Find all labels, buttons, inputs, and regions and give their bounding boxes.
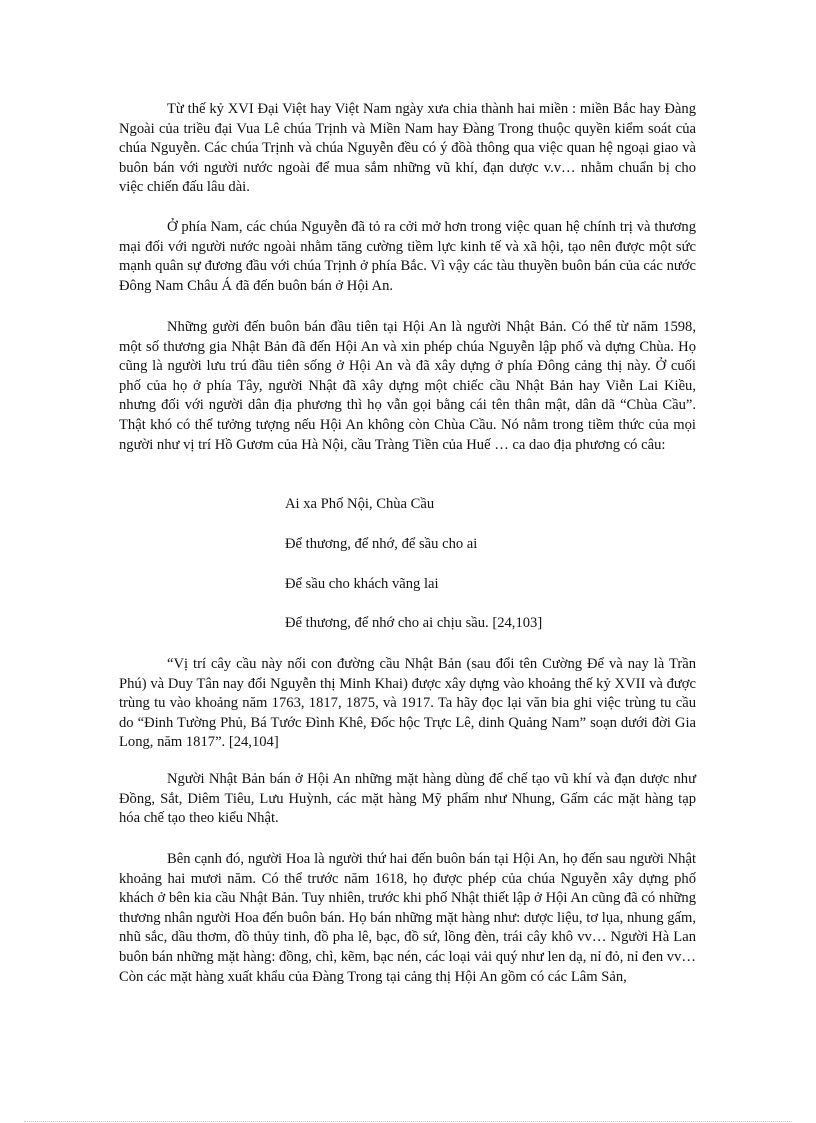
poem-line-4: Để thương, để nhớ cho ai chịu sầu. [24,103] bbox=[285, 615, 543, 631]
page-bottom-divider bbox=[24, 1121, 792, 1122]
paragraph-2-text: Ở phía Nam, các chúa Nguyễn đã tỏ ra cởi mở hơn trong việc quan hệ chính trị và thương mại đối với người nước ngoài nhằm tăng cường tiềm lực kinh tế và xã hội, tạo nên được một sức mạnh quân sự đương đầu với chúa Trịnh ở phía Bắc. Vì vậy các tàu thuyền buôn bán của các nước Đông Nam Châu Á đã đến buôn bán ở Hội An. bbox=[119, 219, 696, 294]
poem-line-3: Để sầu cho khách vãng lai bbox=[285, 576, 439, 592]
paragraph-2 bbox=[119, 218, 696, 296]
poem-line-1: Ai xa Phố Nội, Chùa Cầu bbox=[285, 496, 435, 512]
paragraph-3 bbox=[119, 318, 696, 455]
paragraph-4-text: “Vị trí cây cầu này nối con đường cầu Nhật Bản (sau đổi tên Cường Để và nay là Trần Phú) và Duy Tân nay đổi Nguyễn thị Minh Khai) được xây dựng vào khoảng thế kỷ XVII và được trùng tu vào khoảng năm 1763, 1817, 1875, và 1917. Ta hãy đọc lại văn bia ghi việc trùng tu cầu do “Đinh Tường Phủ, Bá Tước Đình Khê, Đốc hộc Trực Lê, dinh Quảng Nam” soạn dưới đời Gia Long, năm 1817”. [24,104] bbox=[119, 656, 696, 751]
paragraph-3-text: Những gười đến buôn bán đầu tiên tại Hội An là người Nhật Bản. Có thể từ năm 1598, một số thương gia Nhật Bản đã đến Hội An và xin phép chúa Nguyễn lập phố và dựng Chùa. Họ cũng là người lưu trú đầu tiên sống ở Hội An và đã xây dựng ở phía Đông cảng thị này. Ở cuối phố của họ ở phía Tây, người Nhật đã xây dựng một chiếc cầu Nhật Bản hay Viễn Lai Kiều, nhưng đối với người dân địa phương thì họ vẫn gọi bằng cái tên thân mật, dân dã “Chùa Cầu”. Thật khó có thể tưởng tượng nếu Hội An không còn Chùa Cầu. Nó nằm trong tiềm thức của mọi người như vị trí Hồ Gươm của Hà Nội, cầu Tràng Tiền của Huế … ca dao địa phương có câu: bbox=[119, 319, 696, 453]
paragraph-5 bbox=[119, 770, 696, 829]
paragraph-1 bbox=[119, 100, 696, 198]
poem-line-2: Để thương, để nhớ, để sầu cho ai bbox=[285, 536, 478, 552]
paragraph-4 bbox=[119, 655, 696, 753]
paragraph-6 bbox=[119, 850, 696, 987]
paragraph-6-text: Bên cạnh đó, người Hoa là người thứ hai đến buôn bán tại Hội An, họ đến sau người Nhật khoảng hai mươi năm. Có thể trước năm 1618, họ được phép của chúa Nguyễn xây dựng phố khách ở bên kia cầu Nhật Bản. Tuy nhiên, trước khi phố Nhật thiết lập ở Hội An cũng đã có những thương nhân người Hoa đến buôn bán. Họ bán những mặt hàng như: dược liệu, tơ lụa, nhung gấm, nhũ sắc, dầu thơm, đồ thủy tinh, đồ pha lê, bạc, đồ sứ, lồng đèn, trái cây khô vv… Người Hà Lan buôn bán những mặt hàng: đồng, chì, kẽm, bạc nén, các loại vải quý như len dạ, nỉ đỏ, nỉ đen vv… Còn các mặt hàng xuất khẩu của Đàng Trong tại cảng thị Hội An gồm có các Lâm Sản, bbox=[119, 851, 696, 985]
paragraph-1-text: Từ thế kỷ XVI Đại Việt hay Việt Nam ngày xưa chia thành hai miền : miền Bắc hay Đàng Ngoài của triều đại Vua Lê chúa Trịnh và Miền Nam hay Đàng Trong thuộc quyền kiểm soát của chúa Nguyễn. Các chúa Trịnh và chúa Nguyễn đều có ý đồà thông qua việc quan hệ ngoại giao và buôn bán với người nước ngoài để mua sắm những vũ khí, đạn dược v.v… nhằm chuẩn bị cho việc chiến đấu lâu dài. bbox=[119, 101, 696, 196]
paragraph-5-text: Người Nhật Bản bán ở Hội An những mặt hàng dùng để chế tạo vũ khí và đạn dược như Đồng, Sắt, Diêm Tiêu, Lưu Huỳnh, các mặt hàng Mỹ phẩm như Nhung, Gấm các mặt hàng tạp hóa chế tạo theo kiểu Nhật. bbox=[119, 771, 696, 827]
